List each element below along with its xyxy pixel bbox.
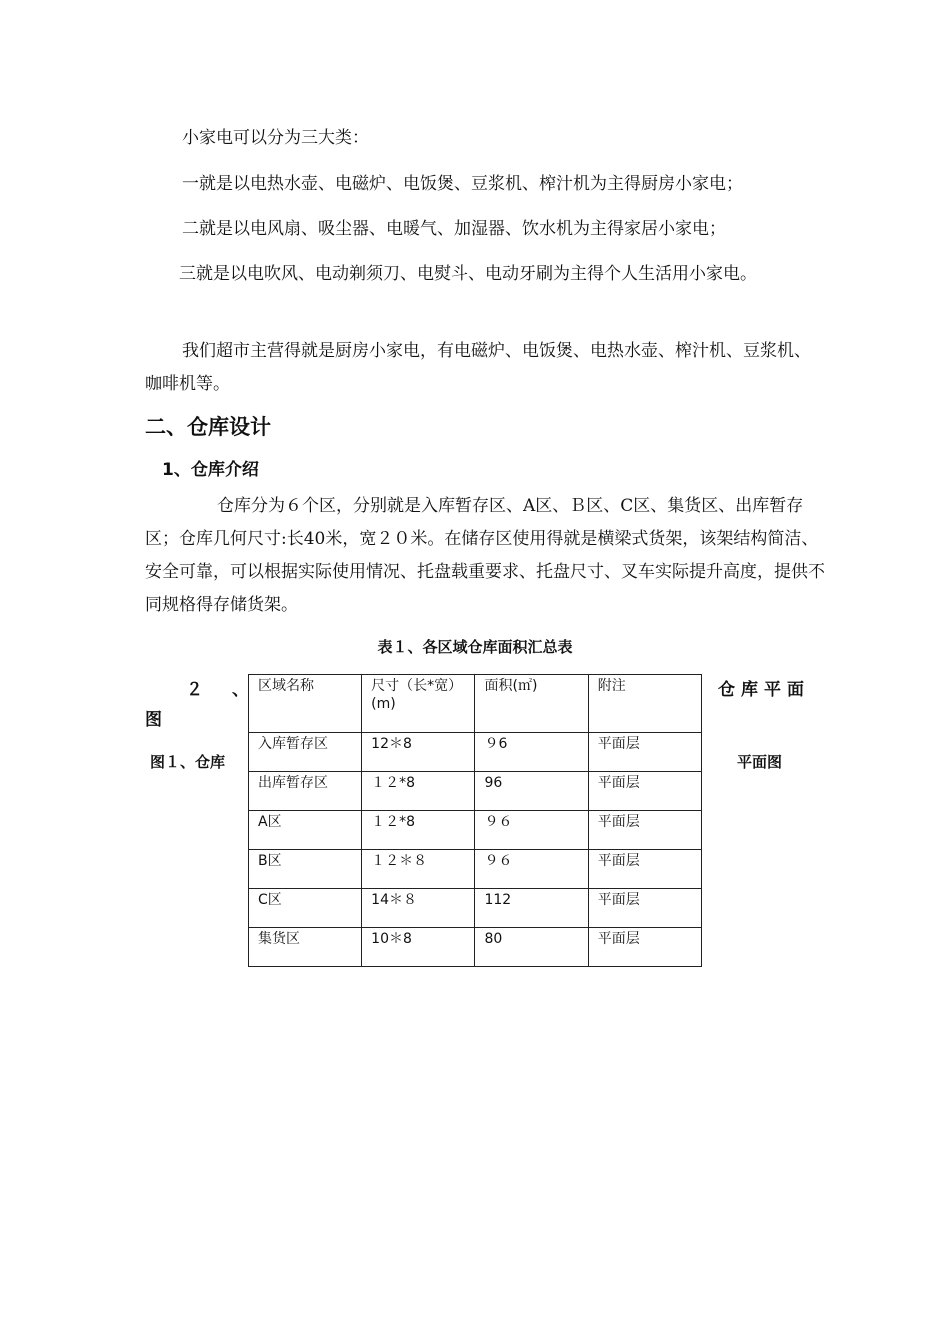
figure-number-label: ２ 、	[186, 680, 255, 700]
subsection-heading: 1、仓库介绍	[162, 460, 259, 480]
cell-notes: 平面层	[588, 811, 701, 850]
cell-area: 112	[475, 889, 588, 928]
figure-caption-left: 图１、仓库	[150, 753, 226, 771]
cell-area: ９６	[475, 850, 588, 889]
paragraph-categories-intro: 小家电可以分为三大类：	[182, 128, 369, 148]
table-header-row	[249, 675, 702, 733]
zone-area-table	[248, 674, 702, 967]
cell-notes: 平面层	[588, 850, 701, 889]
table-row	[249, 811, 702, 850]
cell-area: ９６	[475, 811, 588, 850]
cell-zone-name: 入库暂存区	[249, 733, 362, 772]
table-caption: 表１、各区域仓库面积汇总表	[377, 638, 573, 656]
cell-dimensions: 10＊8	[362, 928, 475, 967]
table-row	[249, 928, 702, 967]
cell-dimensions: １２*8	[362, 772, 475, 811]
header-zone-name: 区域名称	[249, 675, 362, 733]
table-row	[249, 850, 702, 889]
cell-zone-name: 出库暂存区	[249, 772, 362, 811]
cell-notes: 平面层	[588, 733, 701, 772]
paragraph-personal-appliances: 三就是以电吹风、电动剃须刀、电熨斗、电动牙刷为主得个人生活用小家电。	[179, 264, 757, 284]
header-area: 面积(㎡)	[475, 675, 588, 733]
table-row	[249, 772, 702, 811]
figure-caption-right: 平面图	[737, 753, 783, 771]
cell-notes: 平面层	[588, 772, 701, 811]
cell-area: 80	[475, 928, 588, 967]
cell-dimensions: １２＊８	[362, 850, 475, 889]
cell-dimensions: １２*8	[362, 811, 475, 850]
header-notes: 附注	[588, 675, 701, 733]
paragraph-warehouse-intro: 仓库分为６个区，分别就是入库暂存区、A区、Ｂ区、C区、集货区、出库暂存区；仓库几何尺寸:长40米，宽２０米。在储存区使用得就是横梁式货架，该架结构简洁、安全可靠，可以根据实际使用情况、托盘载重要求、托盘尺寸、叉车实际提升高度，提供不同规格得存储货架。	[145, 496, 825, 615]
cell-dimensions: 14＊８	[362, 889, 475, 928]
table-row	[249, 733, 702, 772]
cell-zone-name: 集货区	[249, 928, 362, 967]
cell-zone-name: A区	[249, 811, 362, 850]
cell-notes: 平面层	[588, 928, 701, 967]
figure-title-right: 仓库平面	[718, 680, 810, 700]
section-heading: 二、仓库设计	[145, 415, 271, 439]
cell-notes: 平面层	[588, 889, 701, 928]
cell-zone-name: C区	[249, 889, 362, 928]
cell-area: 96	[475, 772, 588, 811]
paragraph-supermarket-focus: 我们超市主营得就是厨房小家电，有电磁炉、电饭煲、电热水壶、榨汁机、豆浆机、咖啡机等。	[145, 341, 811, 394]
figure-label-char: 图	[145, 710, 162, 730]
cell-area: ９6	[475, 733, 588, 772]
paragraph-home-appliances: 二就是以电风扇、吸尘器、电暖气、加湿器、饮水机为主得家居小家电；	[182, 219, 726, 239]
cell-zone-name: B区	[249, 850, 362, 889]
cell-dimensions: 12＊8	[362, 733, 475, 772]
paragraph-kitchen-appliances: 一就是以电热水壶、电磁炉、电饭煲、豆浆机、榨汁机为主得厨房小家电；	[182, 174, 743, 194]
header-dimensions: 尺寸（长*宽）(m)	[362, 675, 475, 733]
table-row	[249, 889, 702, 928]
